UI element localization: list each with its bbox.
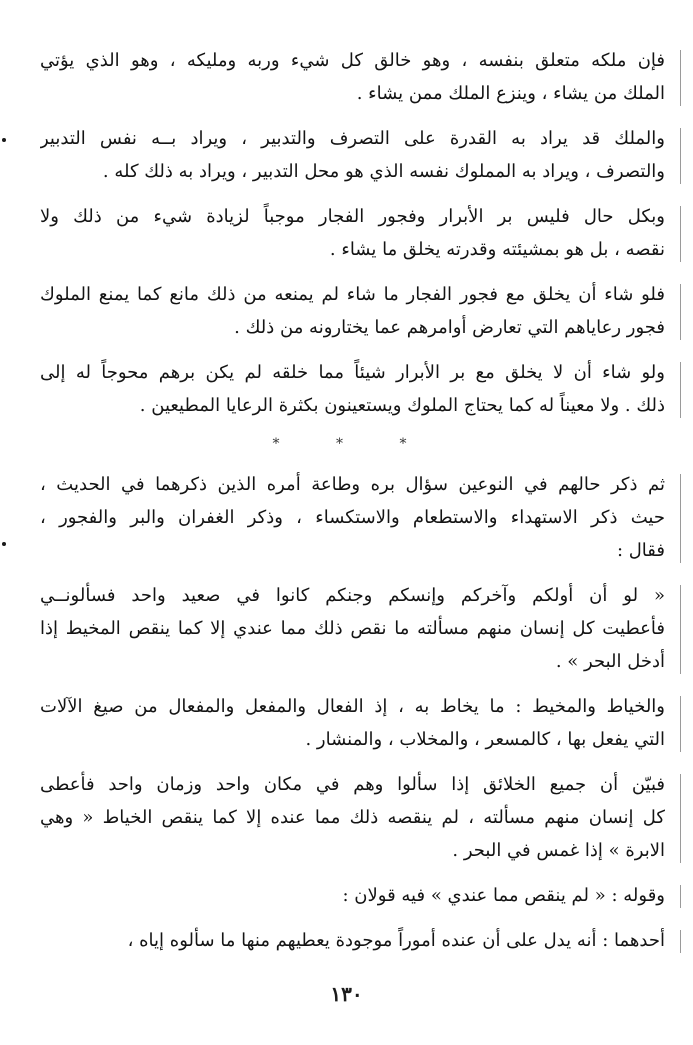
- margin-rule: [680, 362, 681, 418]
- paragraph-3: [40, 200, 665, 266]
- paragraph-2: [40, 122, 665, 188]
- text-line: كل إنسان منهم مسألته ، لم ينقصه ذلك مما عنده إلا كما ينقص الخياط « وهي: [40, 807, 665, 828]
- text-line: نقصه ، بل هو بمشيئته وقدرته يخلق ما يشاء .: [329, 239, 665, 260]
- text-line: والتصرف ، ويراد به المملوك نفسه الذي هو محل التدبير ، ويراد به ذلك كله .: [102, 161, 665, 182]
- text-line: والملك قد يراد به القدرة على التصرف والتدبير ، ويراد بــه نفس التدبير: [40, 128, 665, 149]
- margin-rule: [680, 284, 681, 340]
- text-line: فأعطيت كل إنسان منهم مسألته ما نقص ذلك مما عندي إلا كما ينقص المخيط إذا: [40, 618, 665, 639]
- page-number: ١٣٠: [330, 982, 363, 1006]
- text-line: فإن ملكه متعلق بنفسه ، وهو خالق كل شيء وربه ومليكه ، وهو الذي يؤتي: [40, 50, 665, 71]
- text-line: « لو أن أولكم وآخركم وإنسكم وجنكم كانوا في صعيد واحد فسألونــي: [40, 585, 665, 606]
- margin-rule: [680, 774, 681, 863]
- margin-rule: [680, 128, 681, 184]
- paragraph-4: [40, 278, 665, 344]
- text-line: ولو شاء أن لا يخلق مع بر الأبرار شيئاً مما خلقه لم يكن برهم محوجاً له إلى: [40, 362, 665, 383]
- text-line: الابرة » إذا غمس في البحر .: [452, 840, 665, 861]
- section-separator: * * *: [272, 436, 433, 452]
- text-line: أحدهما : أنه يدل على أن عنده أموراً موجودة يعطيهم منها ما سألوه إياه ،: [127, 930, 665, 951]
- margin-rule: [680, 474, 681, 563]
- paragraph-5: [40, 356, 665, 422]
- margin-rule: [680, 585, 681, 674]
- margin-rule: [680, 930, 681, 953]
- text-line: التي يفعل بها ، كالمسعر ، والمخلاب ، والمنشار .: [305, 729, 665, 750]
- margin-rule: [680, 206, 681, 262]
- text-line: حيث ذكر الاستهداء والاستطعام والاستكساء ، وذكر الغفران والبر والفجور ،: [40, 507, 665, 528]
- text-line: فجور رعاياهم التي تعارض أوامرهم عما يختارونه من ذلك .: [234, 317, 665, 338]
- page-body: [40, 44, 665, 969]
- paragraph-9: [40, 768, 665, 867]
- paragraph-7-quote: [40, 579, 665, 678]
- margin-dot: [2, 542, 6, 546]
- text-line: أدخل البحر » .: [555, 651, 665, 672]
- paragraph-1: [40, 44, 665, 110]
- margin-rule: [680, 696, 681, 752]
- text-line: فبيّن أن جميع الخلائق إذا سألوا وهم في مكان واحد وزمان واحد فأعطى: [40, 774, 665, 795]
- paragraph-11: [40, 924, 665, 957]
- paragraph-10: [40, 879, 665, 912]
- text-line: ثم ذكر حالهم في النوعين سؤال بره وطاعة أمره الذين ذكرهما في الحديث ،: [40, 474, 665, 495]
- text-line: فقال :: [616, 540, 665, 561]
- text-line: وبكل حال فليس بر الأبرار وفجور الفجار موجباً لزيادة شيء من ذلك ولا: [40, 206, 665, 227]
- margin-rule: [680, 50, 681, 106]
- paragraph-8: [40, 690, 665, 756]
- text-line: ذلك . ولا معيناً له كما يحتاج الملوك ويستعينون بكثرة الرعايا المطيعين .: [139, 395, 665, 416]
- text-line: الملك من يشاء ، وينزع الملك ممن يشاء .: [356, 83, 665, 104]
- text-line: والخياط والمخيط : ما يخاط به ، إذ الفعال والمفعل والمفعال من صيغ الآلات: [40, 696, 665, 717]
- paragraph-6: [40, 468, 665, 567]
- margin-dot: [2, 138, 6, 142]
- text-line: فلو شاء أن يخلق مع فجور الفجار ما شاء لم يمنعه من ذلك مانع كما يمنع الملوك: [40, 284, 665, 305]
- text-line: وقوله : « لم ينقص مما عندي » فيه قولان :: [342, 885, 665, 906]
- margin-rule: [680, 885, 681, 908]
